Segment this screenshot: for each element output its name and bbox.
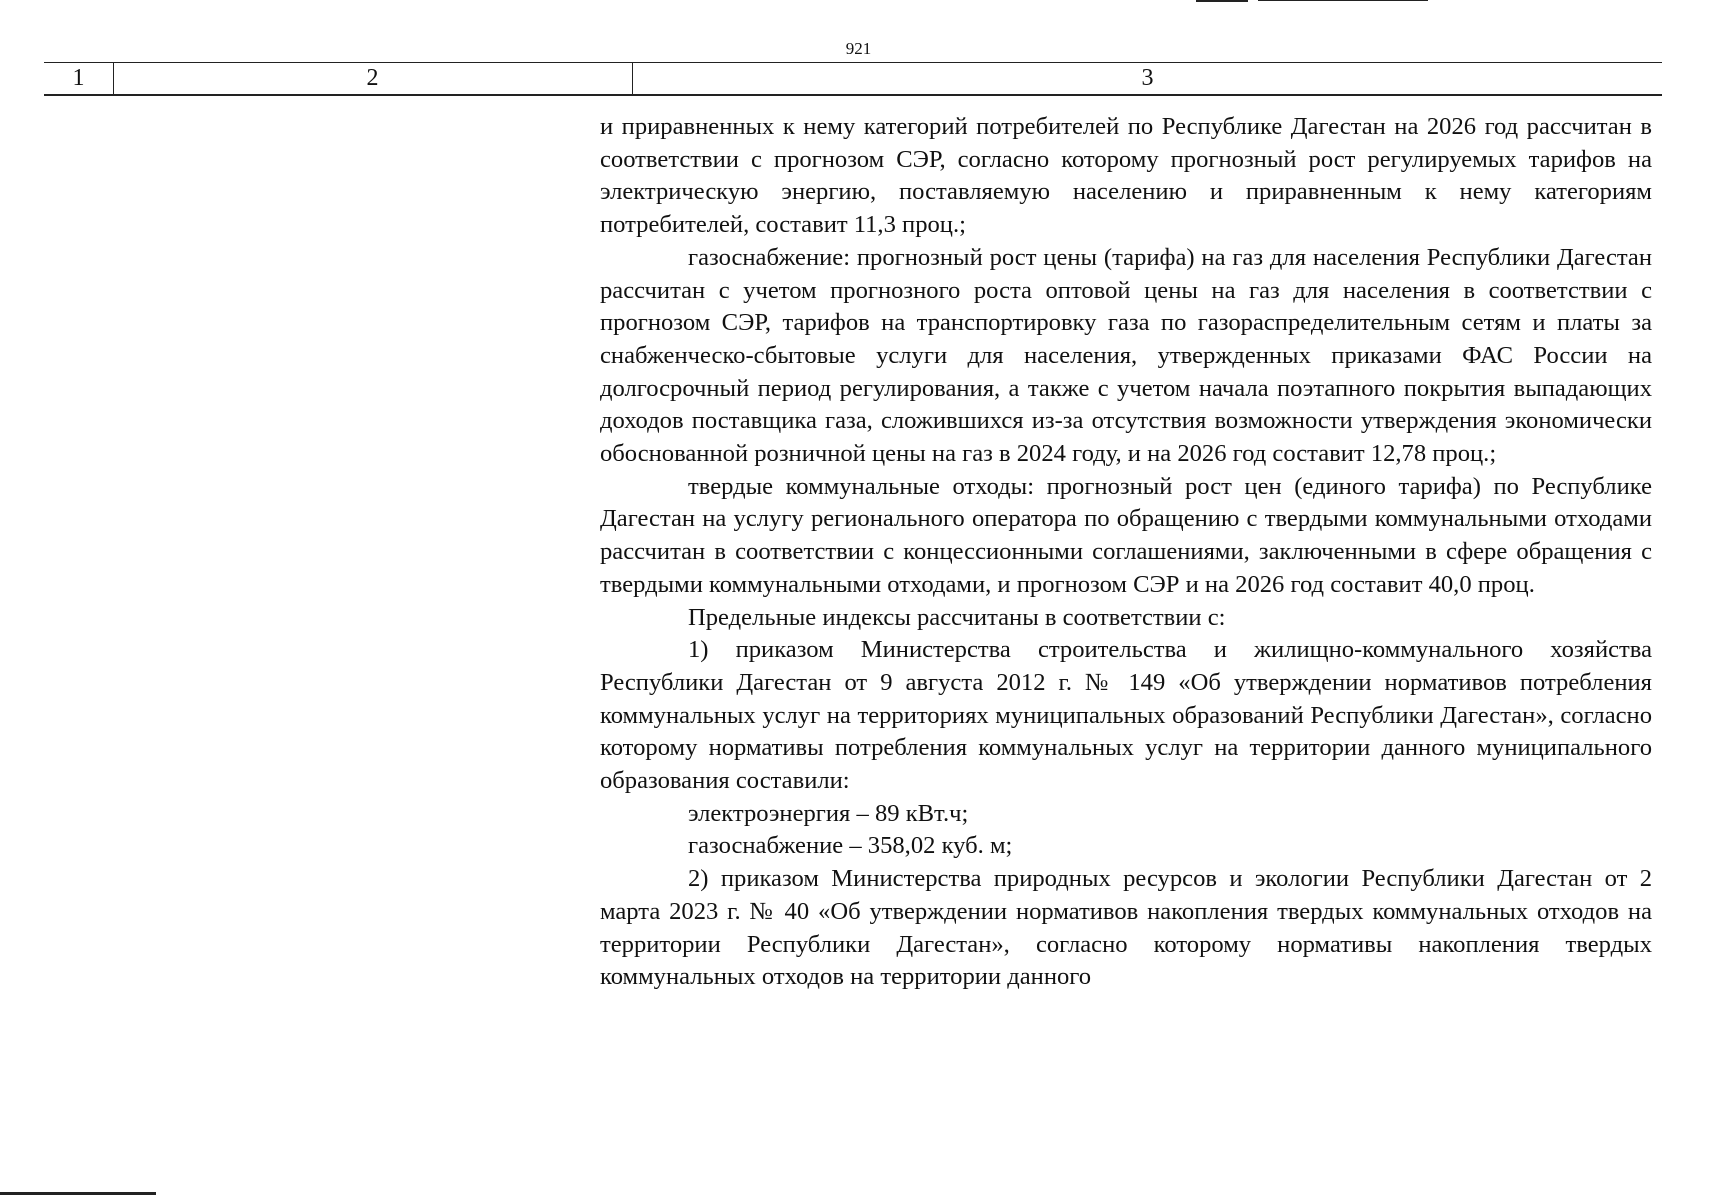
column-number-2: 2 [113,63,633,94]
column-3-content [600,111,1652,994]
paragraph-norm-gas: газоснабжение – 358,02 куб. м; [688,832,1013,860]
column-number-3: 3 [1141,65,1154,91]
scan-artifact-bottom [0,1192,156,1195]
scan-artifact-top-line [1258,0,1428,1]
scan-artifact-top [1196,0,1248,2]
paragraph-order-ecology-ministry: 2) приказом Министерства природных ресурсов и экологии Республики Дагестан от 2 марта 2023 г. № 40 «Об утверждении нормативов накопления твердых коммунальных отходов на территории Республики Дагестан», согласно которому нормативы накопления твердых коммунальных отходов на территории данного [600,865,1652,991]
table-header-row [44,62,1662,96]
paragraph-indices-intro: Предельные индексы рассчитаны в соответствии с: [688,603,1226,631]
page-number: 921 [845,39,872,58]
paragraph-order-construction-ministry: 1) приказом Министерства строительства и жилищно-коммунального хозяйства Республики Дагестан от 9 августа 2012 г. № 149 «Об утверждении нормативов потребления коммунальных услуг на территориях муниципальных образований Республики Дагестан», согласно которому нормативы потребления коммунальных услуг на территории данного муниципального образования составили: [600,636,1652,795]
paragraph-electricity-continuation: и приравненных к нему категорий потребителей по Республике Дагестан на 2026 год рассчитан в соответствии с прогнозом СЭР, согласно которому прогнозный рост регулируемых тарифов на электрическую энергию, поставляемую населению и приравненным к нему категориям потребителей, составит 11,3 проц.; [600,113,1652,239]
paragraph-norm-electricity: электроэнергия – 89 кВт.ч; [688,799,969,827]
column-number-1: 1 [44,63,114,94]
paragraph-solid-waste: твердые коммунальные отходы: прогнозный рост цен (единого тарифа) по Республике Дагестан на услугу регионального оператора по обращению с твердыми коммунальными отходами рассчитан в соответствии с концессионными соглашениями, заключенными в сфере обращения с твердыми коммунальными отходами, и прогнозом СЭР и на 2026 год составит 40,0 проц. [600,472,1652,598]
paragraph-gas-supply: газоснабжение: прогнозный рост цены (тарифа) на газ для населения Республики Дагестан рассчитан с учетом прогнозного роста оптовой цены на газ для населения в соответствии с прогнозом СЭР, тарифов на транспортировку газа по газораспределительным сетям и платы за снабженческо-сбытовые услуги для населения, утвержденных приказами ФАС России на долгосрочный период регулирования, а также с учетом начала поэтапного покрытия выпадающих доходов поставщика газа, сложившихся из-за отсутствия возможности утверждения экономически обоснованной розничной цены на газ в 2024 году, и на 2026 год составит 12,78 проц.; [600,243,1652,468]
